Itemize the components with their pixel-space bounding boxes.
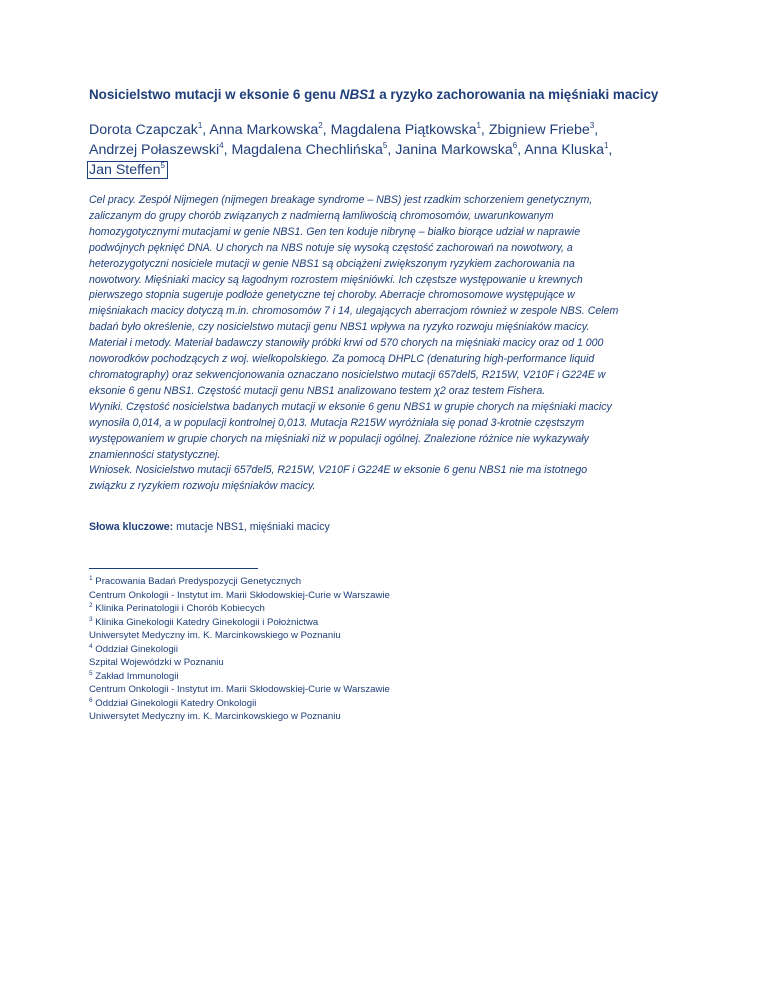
footnote-text: Uniwersytet Medyczny im. K. Marcinkowskiego w Poznaniu <box>89 711 341 723</box>
footnote-text: Zakład Immunologii <box>92 670 179 682</box>
footnote-marker: 4 <box>89 642 93 650</box>
author-line-2 <box>89 140 689 160</box>
footnote-divider <box>89 568 258 569</box>
abstract-line: Wniosek. Nosicielstwo mutacji 657del5, R215W, V210F i G224E w eksonie 6 genu NBS1 nie ma istotnego <box>89 464 588 477</box>
author-affiliation: 2 <box>318 121 323 130</box>
author-name: Andrzej Połaszewski <box>89 142 220 158</box>
title-prefix: Nosicielstwo mutacji w eksonie 6 genu <box>89 87 340 102</box>
author-list <box>89 120 689 180</box>
author-name: Dorota Czapczak <box>89 122 198 138</box>
author-affiliation: 1 <box>197 121 203 130</box>
author-separator: , <box>517 142 525 158</box>
footnote-line <box>89 602 689 616</box>
abstract-line: noworodków pochodzących z woj. wielkopolskiego. Za pomocą DHPLC (denaturing high-performance liquid <box>89 353 595 366</box>
document-page <box>89 86 689 724</box>
footnote-text: Klinika Ginekologii Katedry Ginekologii i Położnictwa <box>92 616 319 628</box>
abstract-line: pierwszego stopnia sugeruje podłoże genetyczne tej choroby. Aberracje chromosomowe występujące w <box>89 289 575 302</box>
keywords <box>89 520 689 535</box>
footnote-text: Centrum Onkologii - Instytut im. Marii Skłodowskiej-Curie w Warszawie <box>89 684 390 696</box>
keywords-label: Słowa kluczowe: <box>89 521 174 534</box>
selected-author[interactable] <box>87 161 168 179</box>
abstract-line: eksonie 6 genu NBS1. Częstość mutacji genu NBS1 analizowano testem χ2 oraz testem Fishera. <box>89 384 546 397</box>
abstract-line: nowotwory. Mięśniaki macicy są łagodnym rozrostem mięśniówki. Ich częstsze występowanie u krewnych <box>89 273 583 286</box>
author-separator: , <box>202 122 210 138</box>
footnote-line <box>89 683 689 697</box>
title-suffix: a ryzyko zachorowania na mięśniaki macicy <box>375 87 659 102</box>
abstract <box>89 193 689 495</box>
author-line-3 <box>89 160 689 180</box>
author-name: Magdalena Chechlińska <box>231 142 383 158</box>
author-name: Jan Steffen <box>89 162 161 178</box>
abstract-line: występowaniem w grupie chorych na mięśniaki niż w populacji ogólnej. Znalezione różnice nie wykazywały <box>89 432 589 445</box>
footnote-line <box>89 656 689 670</box>
footnote-text: Uniwersytet Medyczny im. K. Marcinkowskiego w Poznaniu <box>89 630 341 642</box>
abstract-line: Cel pracy. Zespół Nijmegen (nijmegen breakage syndrome – NBS) jest rzadkim schorzeniem genetycznym, <box>89 194 593 206</box>
author-name: Janina Markowska <box>395 142 513 158</box>
abstract-line: związku z ryzykiem rozwoju mięśniaków macicy. <box>89 480 316 493</box>
author-name: Anna Kluska <box>524 142 604 158</box>
author-separator: , <box>480 122 489 138</box>
author-name: Magdalena Piątkowska <box>330 122 477 138</box>
footnote-text: Centrum Onkologii - Instytut im. Marii Skłodowskiej-Curie w Warszawie <box>89 589 390 601</box>
author-affiliation: 1 <box>603 141 609 150</box>
author-affiliation: 5 <box>160 161 165 170</box>
footnote-line <box>89 710 689 724</box>
footnote-text: Oddział Ginekologii Katedry Onkologii <box>92 697 257 709</box>
author-name: Zbigniew Friebe <box>488 122 590 138</box>
footnote-line <box>89 643 689 657</box>
abstract-line: chromatography) oraz sekwencjonowania oznaczano nosicielstwo mutacji 657del5, R215W, V210F i G224E w <box>89 368 606 381</box>
keywords-text: mutacje NBS1, mięśniaki macicy <box>173 521 330 534</box>
abstract-line: wynosiła 0,014, a w populacji kontrolnej 0,013. Mutacja R215W wyróżniała się ponad 3-krotnie częstszym <box>89 416 585 429</box>
footnote-marker: 2 <box>89 602 93 610</box>
author-affiliation: 3 <box>589 121 595 130</box>
abstract-line: heterozygotyczni nosiciele mutacji w genie NBS1 są obciążeni zwiększonym ryzykiem zachorowania na <box>89 257 575 270</box>
author-affiliation: 1 <box>476 121 481 130</box>
author-separator: , <box>223 142 232 158</box>
author-separator: , <box>594 122 599 138</box>
footnote-text: Oddział Ginekologii <box>92 643 178 655</box>
paper-title <box>89 86 689 104</box>
abstract-line: Materiał i metody. Materiał badawczy stanowiły próbki krwi od 570 chorych na mięśniaki macicy oraz od 1 000 <box>89 337 604 350</box>
footnote-marker: 6 <box>89 696 93 704</box>
footnote-line <box>89 589 689 603</box>
abstract-line: badań było określenie, czy nosicielstwo mutacji genu NBS1 wpływa na ryzyko rozwoju mięśniaków macicy. <box>89 321 590 334</box>
footnotes <box>89 575 689 724</box>
footnote-text: Pracowania Badań Predyspozycji Genetycznych <box>92 576 302 588</box>
abstract-line: podwójnych pęknięć DNA. U chorych na NBS notuje się wysoką częstość zachorowań na nowotwory, a <box>89 241 573 254</box>
author-affiliation: 5 <box>382 141 388 150</box>
abstract-line: Wyniki. Częstość nosicielstwa badanych mutacji w eksonie 6 genu NBS1 w grupie chorych na mięśniaki macicy <box>89 400 612 413</box>
footnote-marker: 1 <box>89 575 93 583</box>
footnote-line <box>89 670 689 684</box>
footnote-marker: 5 <box>89 669 93 677</box>
footnote-line <box>89 629 689 643</box>
footnote-text: Klinika Perinatologii i Chorób Kobiecych <box>92 603 265 615</box>
abstract-line: mięśniakach macicy dotyczą m.in. chromosomów 7 i 14, ulegających aberracjom również w zespole NBS. Celem <box>89 305 619 318</box>
footnote-line <box>89 575 689 589</box>
title-gene: NBS1 <box>339 87 376 102</box>
author-separator: , <box>322 122 331 138</box>
author-separator: , <box>387 142 396 158</box>
author-affiliation: 4 <box>219 141 224 150</box>
footnote-marker: 3 <box>89 615 93 623</box>
author-affiliation: 6 <box>512 141 518 150</box>
abstract-line: znamienności statystycznej. <box>89 448 221 461</box>
footnote-line <box>89 616 689 630</box>
author-name: Anna Markowska <box>209 122 319 138</box>
abstract-line: zaliczanym do grupy chorób związanych z nadmierną łamliwością chromosomów, uwarunkowanym <box>89 209 554 222</box>
author-separator: , <box>608 142 613 158</box>
footnote-text: Szpital Wojewódzki w Poznaniu <box>89 657 224 669</box>
author-line-1 <box>89 120 689 140</box>
abstract-line: homozygotycznymi mutacjami w genie NBS1. Gen ten koduje nibrynę – białko biorące udział w naprawie <box>89 225 581 238</box>
footnote-line <box>89 697 689 711</box>
